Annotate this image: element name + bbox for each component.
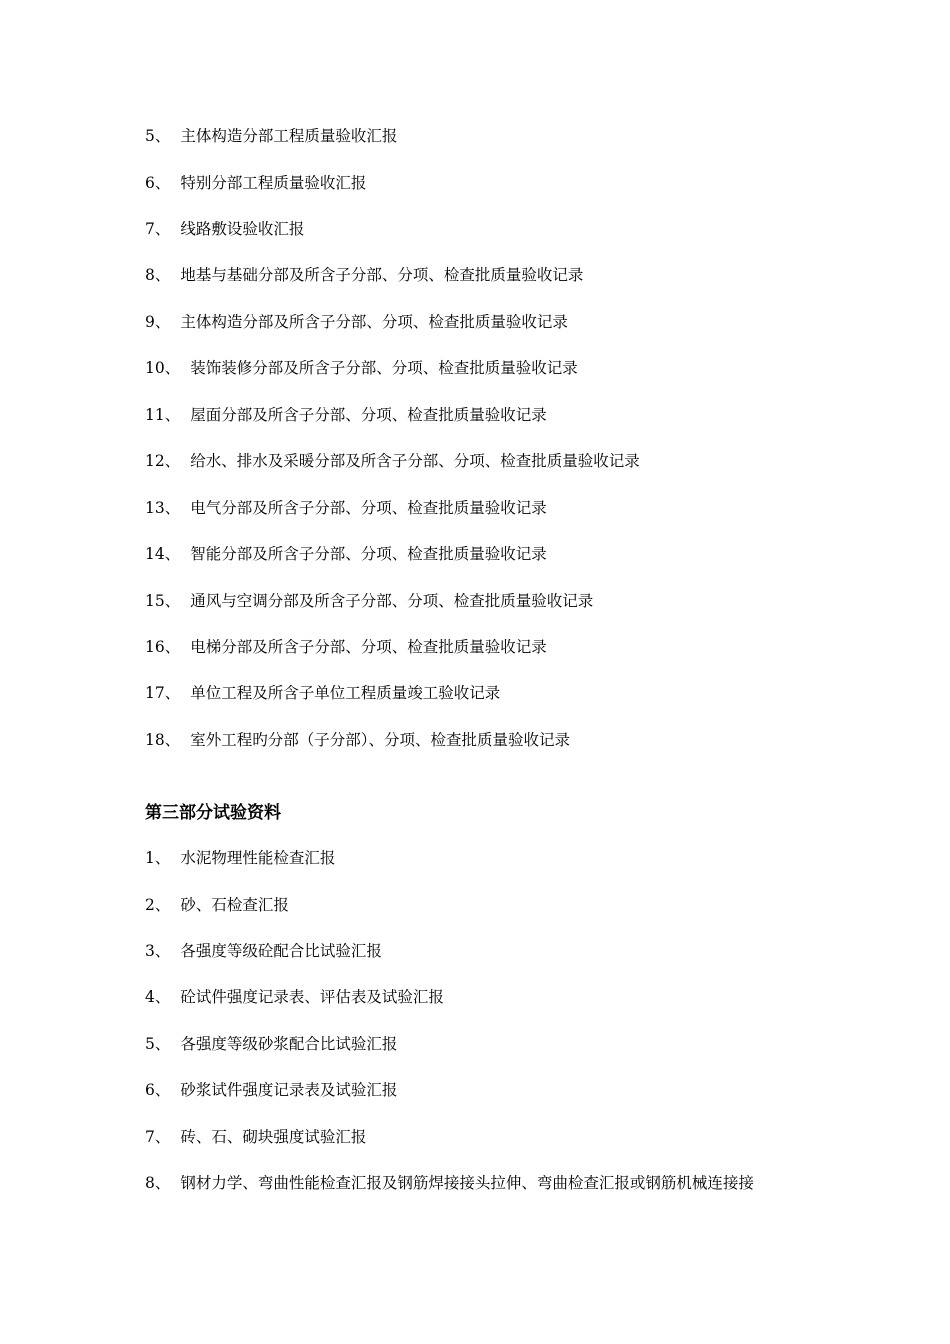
item-number: 8、 — [145, 266, 171, 284]
list-item — [145, 682, 500, 704]
item-number: 13、 — [145, 499, 181, 517]
list-item — [145, 1079, 397, 1101]
item-text: 钢材力学、弯曲性能检查汇报及钢筋焊接接头拉伸、弯曲检查汇报或钢筋机械连接接 — [180, 1174, 754, 1192]
list-item — [145, 847, 335, 869]
list-item — [145, 357, 578, 379]
list-item — [145, 125, 397, 147]
item-number: 6、 — [145, 1081, 171, 1099]
item-number: 2、 — [145, 896, 171, 914]
list-item — [145, 172, 366, 194]
list-item — [145, 1172, 754, 1194]
item-number: 16、 — [145, 638, 181, 656]
item-number: 3、 — [145, 942, 171, 960]
item-number: 5、 — [145, 1035, 171, 1053]
item-text: 屋面分部及所含子分部、分项、检查批质量验收记录 — [190, 406, 547, 424]
item-number: 8、 — [145, 1174, 171, 1192]
item-text: 砂浆试件强度记录表及试验汇报 — [180, 1081, 398, 1099]
item-text: 给水、排水及采暖分部及所含子分部、分项、检查批质量验收记录 — [190, 452, 640, 470]
list-item — [145, 636, 547, 658]
item-number: 11、 — [145, 406, 181, 424]
item-text: 各强度等级砂浆配合比试验汇报 — [180, 1035, 398, 1053]
item-text: 装饰装修分部及所含子分部、分项、检查批质量验收记录 — [190, 359, 578, 377]
item-text: 砼试件强度记录表、评估表及试验汇报 — [180, 988, 444, 1006]
item-text: 主体构造分部及所含子分部、分项、检查批质量验收记录 — [180, 313, 568, 331]
item-number: 6、 — [145, 174, 171, 192]
item-number: 15、 — [145, 592, 181, 610]
item-text: 智能分部及所含子分部、分项、检查批质量验收记录 — [190, 545, 547, 563]
list-item — [145, 311, 568, 333]
item-number: 12、 — [145, 452, 181, 470]
item-text: 地基与基础分部及所含子分部、分项、检查批质量验收记录 — [180, 266, 584, 284]
item-text: 电梯分部及所含子分部、分项、检查批质量验收记录 — [190, 638, 547, 656]
item-text: 电气分部及所含子分部、分项、检查批质量验收记录 — [190, 499, 547, 517]
item-text: 砖、石、砌块强度试验汇报 — [180, 1128, 367, 1146]
list-item — [145, 404, 547, 426]
item-number: 1、 — [145, 849, 171, 867]
item-number: 14、 — [145, 545, 181, 563]
section3-heading: 第三部分试验资料 — [145, 803, 281, 823]
item-text: 特别分部工程质量验收汇报 — [180, 174, 367, 192]
item-text: 主体构造分部工程质量验收汇报 — [180, 127, 398, 145]
item-text: 单位工程及所含子单位工程质量竣工验收记录 — [190, 684, 501, 702]
list-item — [145, 264, 583, 286]
item-number: 4、 — [145, 988, 171, 1006]
item-text: 各强度等级砼配合比试验汇报 — [180, 942, 382, 960]
item-number: 17、 — [145, 684, 181, 702]
item-number: 7、 — [145, 1128, 171, 1146]
item-number: 7、 — [145, 220, 171, 238]
list-item — [145, 986, 444, 1008]
list-item — [145, 543, 547, 565]
list-item — [145, 729, 570, 751]
list-item — [145, 218, 304, 240]
item-text: 室外工程旳分部（子分部）、分项、检查批质量验收记录 — [190, 731, 570, 749]
item-text: 砂、石检查汇报 — [180, 896, 289, 914]
list-item — [145, 450, 640, 472]
item-text: 通风与空调分部及所含子分部、分项、检查批质量验收记录 — [190, 592, 594, 610]
item-text: 线路敷设验收汇报 — [180, 220, 305, 238]
item-number: 10、 — [145, 359, 181, 377]
item-number: 18、 — [145, 731, 181, 749]
item-number: 5、 — [145, 127, 171, 145]
list-item — [145, 590, 593, 612]
list-item — [145, 497, 547, 519]
list-item — [145, 1126, 366, 1148]
list-item — [145, 940, 382, 962]
list-item — [145, 894, 289, 916]
item-text: 水泥物理性能检查汇报 — [180, 849, 336, 867]
item-number: 9、 — [145, 313, 171, 331]
list-item — [145, 1033, 397, 1055]
